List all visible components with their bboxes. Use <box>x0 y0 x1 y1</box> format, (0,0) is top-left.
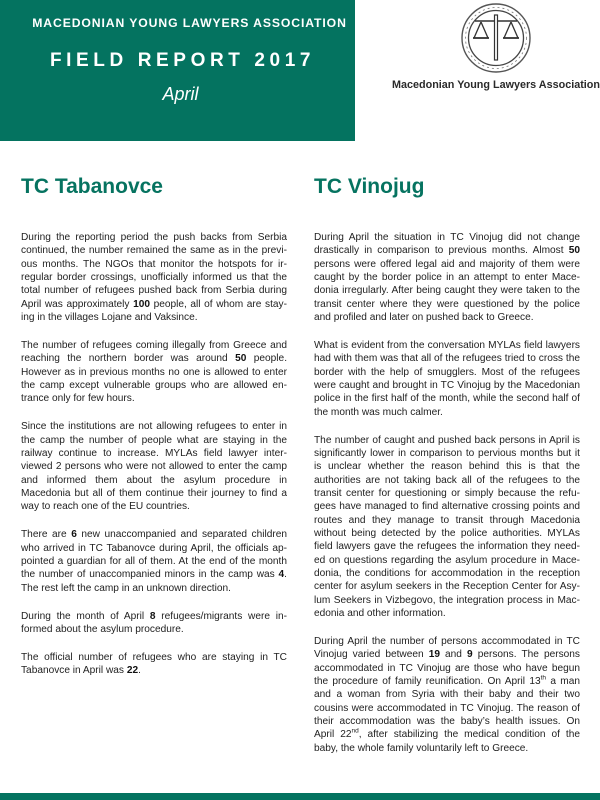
paragraph-text: The number of refugees coming illegally from Greece and reaching the northern border was around <box>21 340 287 365</box>
report-header <box>0 0 355 141</box>
paragraph-text: people. However as in previous months no one is allowed to enter the camp except vulnerable groups who are allowed entrance only for few hours. <box>21 353 288 405</box>
paragraph-text: persons were offered legal aid and majority of them were caught by the border police in an attempt to enter Macedonia irregularly. After being caught they were taken to the transit center where they were questioned by the police and profiled and later on pushed back to Greece. <box>314 258 580 324</box>
highlighted-number: 100 <box>133 298 150 310</box>
section-body <box>314 231 580 755</box>
paragraph-text: new unaccompanied and separated children who arrived in TC Tabanovce during April, the officials appointed a guardian for all of them. At the end of the month the number of unaccompanied minors in the camp was <box>21 529 288 581</box>
paragraph <box>314 231 580 324</box>
paragraph-text: and <box>439 649 467 661</box>
paragraph <box>21 610 287 637</box>
paragraph <box>21 420 287 513</box>
section-title: TC Tabanovce <box>21 175 163 198</box>
paragraph-text: Since the institutions are not allowing refugees to enter in the camp the number of people what are staying in the railway continue to increase. MYLAs field lawyer interviewed 2 persons who were not allowed to enter the camp and informed them about the asylum procedure in Macedonia but all of them continue their journey to find a way to reach one of the EU countries. <box>21 421 287 513</box>
highlighted-number: 19 <box>428 649 440 661</box>
paragraph-text: During April the number of persons accommodated in TC Vinojug varied between <box>314 636 580 661</box>
highlighted-number: 50 <box>235 353 247 365</box>
scales-of-justice-icon <box>460 2 532 74</box>
highlighted-number: 6 <box>71 529 77 541</box>
paragraph <box>21 231 287 324</box>
paragraph <box>21 651 287 678</box>
paragraph <box>314 434 580 621</box>
paragraph-text: What is evident from the conversation MYLAs field lawyers had with them was that all of the refugees tried to cross the border with the help of smugglers. Most of the refugees were caught and brought in TC Vinojug by the Macedonian police in the first half of the month, while the second half of the month was much calmer. <box>314 340 580 418</box>
paragraph-text: . <box>138 665 141 677</box>
paragraph-text: The number of caught and pushed back persons in April is significantly lower in comparison to pervious months but it is unclear whether the reason behind this is that the authorities are not taking back all of the refugees to the transit center for questioning or simply because the refugees have managed to find alternative crossing points and routes and they manage to transit through Macedonia without being detected by the police authorities. MYLAs field lawyers gave the refugees the information they needed on questions regarding the asylum procedure in Macedonia, the conditions for accommodation in the reception center for asylum seekers in the Reception Center for Asylum Seekers in Vizbegovo, the integration process in Macedonia and other information. <box>314 434 580 620</box>
section-title: TC Vinojug <box>314 175 425 198</box>
paragraph-text: refugees/migrants were informed about the asylum procedure. <box>21 610 287 635</box>
paragraph <box>21 528 287 595</box>
paragraph <box>21 339 287 406</box>
ordinal-suffix: th <box>540 674 547 682</box>
paragraph <box>314 635 580 755</box>
report-month: April <box>162 84 199 104</box>
highlighted-number: 4 <box>278 569 285 581</box>
logo-caption: Macedonian Young Lawyers Association <box>392 79 600 91</box>
highlighted-number: 9 <box>467 649 473 661</box>
highlighted-number: 8 <box>149 610 156 622</box>
paragraph-text: a man and a woman from Syria with their baby and their two cousins were accommodated in TC Vinojug. The reason of their accommodation was the baby’s health issues. On April 22 <box>314 676 580 741</box>
paragraph <box>314 339 580 419</box>
ordinal-suffix: nd <box>351 728 359 736</box>
paragraph-text: . The rest left the camp in an unknown direction. <box>21 569 287 594</box>
paragraph-text: During the month of April <box>21 610 150 622</box>
paragraph-text: people, all of whom are staying in the villages Lojane and Vaksince. <box>21 298 287 324</box>
paragraph-text: During the reporting period the push backs from Serbia continued, the number remained the same as in the previous months. The NGOs that monitor the hotspots for irregular border crossings, unofficially informed us that the total number of refugees pushed back from Serbia during April was approximately <box>21 232 287 310</box>
footer-bar <box>0 793 600 800</box>
paragraph-text: persons. The persons accommodated in TC Vinojug are those who have begun the procedure of family reunification. On April 13 <box>314 649 580 688</box>
paragraph-text: The official number of refugees who are staying in TC Tabanovce in April was <box>21 651 287 677</box>
section-body <box>21 231 287 678</box>
paragraph-text: , after stabilizing the medical condition of the baby, the whole family voluntarily left to Greece. <box>314 729 580 754</box>
section-tc-vinojug <box>314 174 580 770</box>
highlighted-number: 50 <box>568 245 580 257</box>
report-title: FIELD REPORT 2017 <box>49 50 316 71</box>
organization-logo <box>360 0 600 141</box>
paragraph-text: There are <box>21 529 72 541</box>
paragraph-text: During April the situation in TC Vinojug did not change drastically in comparison to previous months. Almost <box>314 232 580 257</box>
section-tc-tabanovce <box>21 174 287 692</box>
organization-name: MACEDONIAN YOUNG LAWYERS ASSOCIATION <box>32 16 347 30</box>
highlighted-number: 22 <box>126 665 139 677</box>
